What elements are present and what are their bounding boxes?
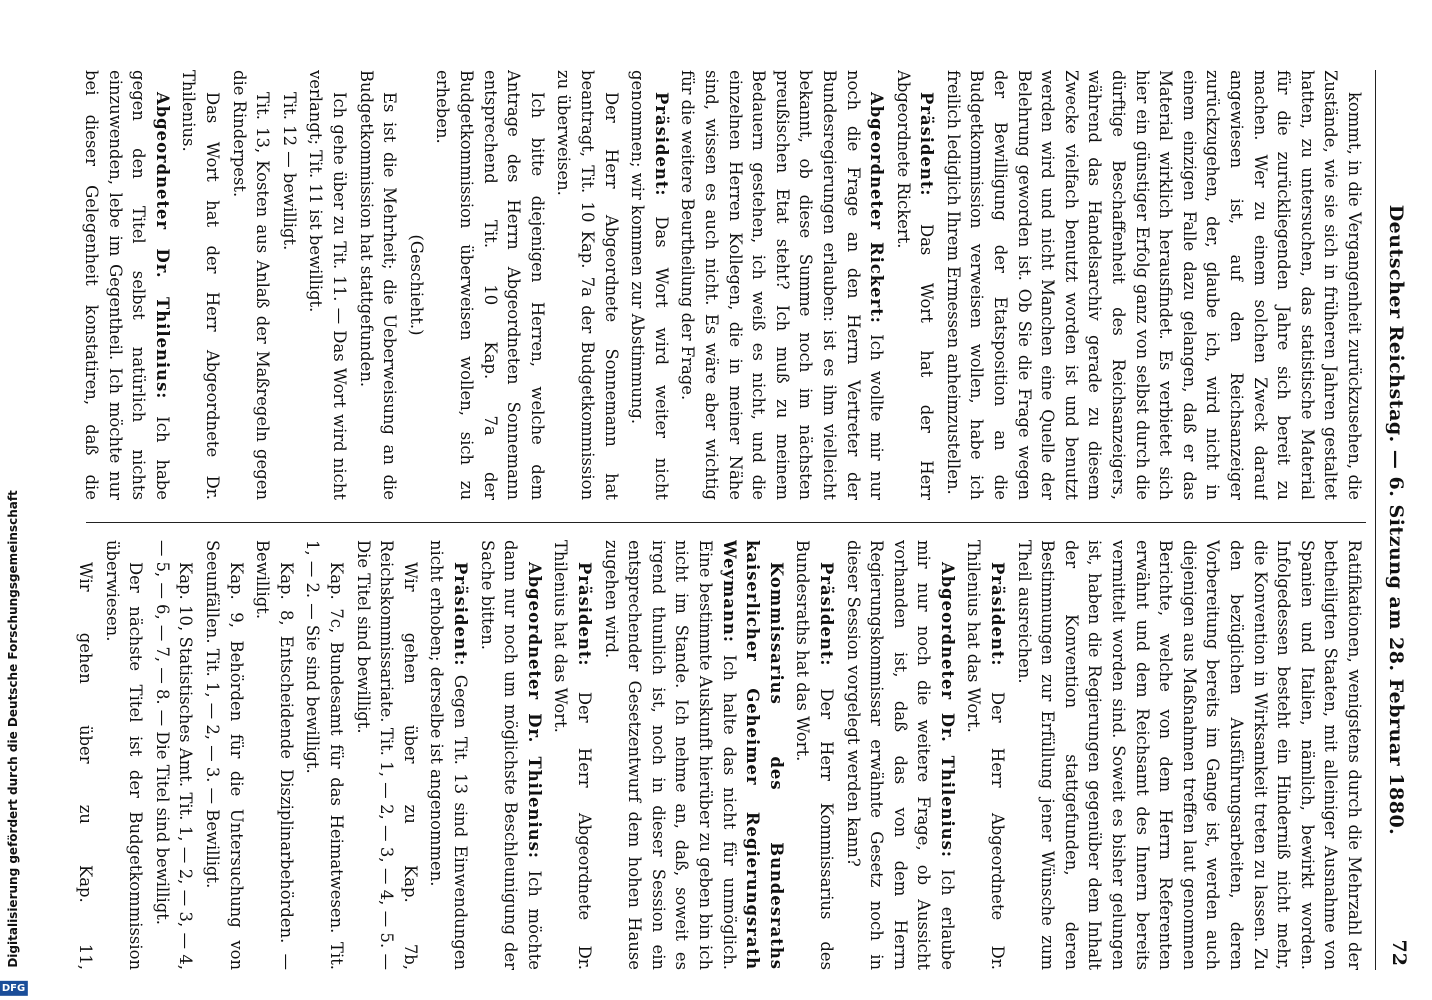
paragraph-text: Der Herr Abgeordnete Sonnemann hat beantragt, Tit. 10 Kap. 7a der Budgetkommission zu überweisen. — [554, 70, 621, 500]
column-divider — [86, 522, 1366, 523]
speech-paragraph — [626, 70, 673, 500]
speech-paragraph — [676, 70, 888, 500]
paragraph-text: Der Herr Abgeordnete Dr. Thilenius hat das Wort. — [964, 540, 1008, 970]
paragraph-text: Das Wort hat der Herr Abgeordnete Rickert. — [893, 70, 937, 500]
paragraph — [227, 70, 274, 500]
paragraph — [177, 70, 224, 500]
paragraph — [76, 540, 97, 970]
speech-paragraph — [841, 540, 959, 970]
speaker-name: Präsident: — [917, 92, 937, 197]
paragraph — [301, 540, 348, 970]
paragraph — [150, 540, 197, 970]
speech-paragraph — [599, 540, 788, 970]
paragraph-text: Kap. 7c, Bundesamt für das Heimatwesen. Tit. 1, — 2. — Sie sind bewilligt. — [303, 540, 347, 970]
speaker-name: Abgeordneter Dr. Thilenius: — [152, 92, 172, 400]
speech-paragraph — [549, 540, 596, 970]
paragraph-text: Ich habe gegen den Titel selbst natürlich nichts einzuwenden, lebe im Gegentheil. Ich möchte nur bei dieser Gelegenheit konstatiren, daß die — [82, 70, 172, 500]
paragraph-text: Ich halte das nicht für unmöglich. Eine bestimmte Auskunft hierüber zu geben bin ich nicht im Stande. Ich nehme an, daß, soweit es irgend thunlich ist, noch in dieser Session ein entsprechender Gesetzentwurf dem hohen Hause zugehen wird. — [601, 540, 739, 970]
speech-paragraph — [76, 70, 174, 500]
page-header — [1375, 70, 1416, 970]
right-column — [76, 540, 1366, 970]
paragraph-text: Tit. 12 — bewilligt. — [279, 92, 299, 251]
speaker-name: Präsident: — [451, 562, 471, 667]
speaker-name: Abgeordneter Dr. Thilenius: — [937, 562, 957, 858]
paragraph-text: Der Herr Kommissarius des Bundesraths hat das Wort. — [793, 540, 836, 970]
stage-direction — [404, 70, 428, 500]
paragraph-text: (Geschieht.) — [406, 234, 426, 336]
paragraph-text: Wir gehen über zu Kap. 7b, Reichskommissariate. Tit. 1, — 2, — 3, — 4, — 5. — Die Titel sind bewilligt. — [353, 540, 420, 970]
page-title: Deutscher Reichstag. — 6. Sitzung am 28. Februar 1880. — [1385, 204, 1407, 836]
paragraph — [251, 540, 298, 970]
paragraph-text: Kap. 8, Entscheidende Disziplinarbehörden. — Bewilligt. — [253, 540, 296, 970]
speech-paragraph — [425, 540, 472, 970]
speaker-name: Präsident: — [575, 562, 594, 667]
paragraph — [304, 70, 351, 500]
left-column — [76, 70, 1366, 500]
paragraph-text: Gegen Tit. 13 sind Einwendungen nicht erhoben; derselbe ist angenommen. — [427, 540, 471, 970]
paragraph-text: Tit. 13, Kosten aus Anlaß der Maßregeln gegen die Rinderpest. — [229, 70, 273, 500]
paragraph-text: Ich bitte diejenigen Herren, welche dem Antrage des Herrn Abgeordneten Sonnemann entsprechend Tit. 10 Kap. 7a der Budgetkommission überweisen wollen, sich zu erheben. — [433, 70, 547, 500]
speaker-name: Präsident: — [988, 562, 1008, 667]
document-page — [76, 70, 1416, 970]
paragraph-text: Kap. 10, Statistisches Amt. Tit. 1, — 2, — 3, — 4, — 5, — 6, — 7, — 8. — Die Titel sind bewilligt. — [152, 540, 196, 970]
paragraph — [201, 540, 248, 970]
paragraph-text: Kap. 9, Behörden für die Untersuchung von Seeunfällen. Tit. 1, — 2, — 3. — Bewilligt. — [203, 540, 246, 970]
paragraph-text: Der nächste Titel ist der Budgetkommission überwiesen. — [102, 540, 146, 970]
speech-paragraph — [962, 540, 1009, 970]
speaker-name: Präsident: — [651, 92, 671, 197]
paragraph — [351, 540, 422, 970]
digitization-footer — [2, 3, 24, 1000]
paragraph-text: Das Wort wird weiter nicht genommen; wir kommen zur Abstimmung. — [628, 70, 671, 500]
speech-paragraph — [891, 70, 938, 500]
paragraph — [100, 540, 147, 970]
paragraph-text: kommt, in die Vergangenheit zurückzusehen, die Zustände, wie sie sich in früheren Jahren gestaltet hatten, zu untersuchen, das statistische Material für die zurückliegenden Jahre sich bereit zu machen. Wer zu einem solchen Zweck darauf angewiesen ist, auf den Reichsanzeiger zurückzugehen, der, glaube ich, wird nicht in einem einzigen Falle dazu gelangen, daß er das Material wirklich herausfindet. Es verbietet sich hier ein günstiger Erfolg ganz von selbst durch die dürftige Beschaffenheit des Reichsanzeigers, während das Handelsarchiv gerade zu diesem Zwecke vielfach benutzt worden ist und benutzt werden wird und nicht Manchen eine Quelle der Belehrung geworden ist. Ob Sie die Frage wegen der Bewilligung der Etatsposition an die Budgetkommission verweisen wollen, habe ich freilich lediglich Ihrem Ermessen anheimzustellen. — [943, 70, 1364, 500]
paragraph-text: Wir gehen über zu Kap. 11, — [76, 562, 96, 970]
paragraph-text: Ich gehe über zu Tit. 11. — Das Wort wird nicht verlangt; Tit. 11 ist bewilligt. — [306, 70, 350, 500]
speaker-name: Abgeordneter Rickert: — [867, 92, 887, 324]
paragraph-text: Ich möchte dann nur noch um möglichste Beschleunigung der Sache bitten. — [477, 540, 544, 970]
paragraph — [277, 70, 301, 500]
paragraph — [1012, 540, 1366, 970]
dfg-logo: DFG — [0, 981, 28, 996]
speaker-name: Präsident: — [816, 562, 836, 667]
paragraph — [431, 70, 549, 500]
paragraph-text: Ich erlaube mir nur noch die weitere Frage, ob Aussicht vorhanden ist, daß das von dem Herrn Regierungskommissar erwähnte Gesetz noch in dieser Session vorgelegt werden kann? — [843, 540, 957, 970]
speech-paragraph — [791, 540, 838, 970]
paragraph — [552, 70, 623, 500]
paragraph — [941, 70, 1366, 500]
speech-paragraph — [475, 540, 546, 970]
page-number: 72 — [1388, 939, 1410, 966]
paragraph — [354, 70, 401, 500]
paragraph-text: Ich wollte mir nur noch die Frage an den Herrn Vertreter der Bundesregierungen erlauben: ist es ihm vielleicht bekannt, ob diese Summe noch im nächsten preußischen Etat steht? Ich muß zu meinem Bedauern gestehen, ich weiß es nicht, und die einzelnen Herren Kollegen, die in meiner Nähe sind, wissen es auch nicht. Es wäre aber wichtig für die weitere Beurtheilung der Frage. — [678, 70, 887, 500]
paragraph-text: Es ist die Mehrheit; die Ueberweisung an die Budgetkommission hat stattgefunden. — [356, 70, 400, 500]
paragraph-text: Das Wort hat der Herr Abgeordnete Dr. Thilenius. — [179, 70, 223, 500]
paragraph-text: Der Herr Abgeordnete Dr. Thilenius hat das Wort. — [551, 540, 594, 970]
speaker-name: Abgeordneter Dr. Thilenius: — [524, 562, 544, 859]
paragraph-text: Ratifikationen, wenigstens durch die Mehrzahl der betheiligten Staaten, mit alleiniger Ausnahme von Spanien und Italien, nämlich, bewirkt worden. Infolgedessen besteht ein Hinderniß nicht mehr, die Konvention in Wirksamkeit treten zu lassen. Zu den bezüglichen Ausführungsarbeiten, deren Vorbereitung bereits im Gange ist, werden auch diejenigen aus Maßnahmen treffen laut genommen Berichte, welche von dem Herrn Referenten erwähnt und dem Reichsamt des Innern bereits vermittelt worden sind. Soweit es bisher gelungen ist, haben die Regierungen gegenüber dem Inhalt der Konvention stattgefunden, deren Bestimmungen zur Erfüllung jener Wünsche zum Theil ausreichen. — [1014, 540, 1364, 970]
footer-text: Digitalisierung gefördert durch die Deutsche Forschungsgemeinschaft — [6, 490, 20, 968]
speaker-name: Kommissarius des Bundesraths kaiserlicher Geheimer Regierungsrath Weymann: — [719, 540, 786, 970]
